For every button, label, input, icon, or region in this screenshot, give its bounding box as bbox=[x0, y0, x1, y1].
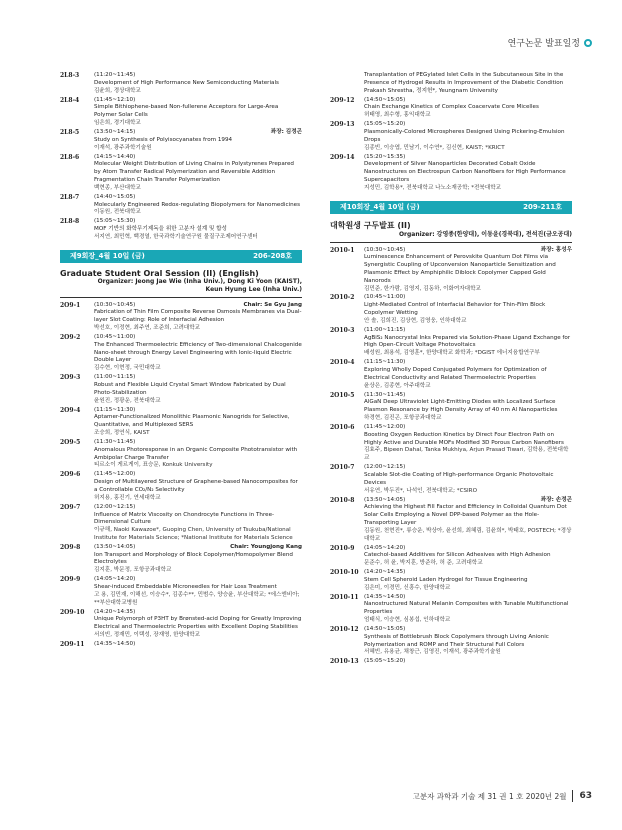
entry-code: 2O10-2 bbox=[330, 294, 355, 302]
entry-authors: Prakash Shrestha, 정지헌*, Yeungnam University bbox=[364, 87, 498, 94]
program-entry bbox=[330, 154, 572, 193]
session-organizer: Organizer: 강영종(한양대), 이동윤(경북대), 전석진(금오공대) bbox=[398, 230, 572, 238]
entry-time: (13:50~14:15) bbox=[94, 128, 136, 135]
entry-authors: 배성원, 최용석, 김영훈*, 한양대학교 화학과; *DGIST 에너지융합연구부 bbox=[364, 350, 540, 357]
entry-time: (11:45~12:00) bbox=[364, 423, 406, 430]
entry-authors: 임은희, 경기대학교 bbox=[94, 119, 141, 126]
entry-title: Aptamer-Functionalized Monolithic Plasmonic Nanogrids for Selective, Quantitative, and Multiplexed SERS bbox=[94, 414, 290, 429]
entry-time: (14:40~15:05) bbox=[94, 193, 136, 200]
entry-authors: 허지용, 홍진기, 연세대학교 bbox=[94, 494, 161, 501]
entry-time: (13:50~14:05) bbox=[364, 496, 406, 503]
left-column bbox=[60, 72, 302, 650]
session-band-9 bbox=[60, 250, 302, 263]
entry-code: 2L8-5 bbox=[60, 128, 80, 136]
entry-title: Development of Silver Nanoparticles Decorated Cobalt Oxide Nanostructures on Electrospun Carbon Nanofibers for High Performance Supercapacitors bbox=[364, 161, 566, 183]
entry-time: (13:50~14:05) bbox=[94, 543, 136, 550]
left-top-entries bbox=[60, 72, 302, 242]
footer-journal: 고분자 과학과 기술 제 31 권 1 호 2020년 2월 bbox=[412, 791, 567, 801]
entry-code: 2O9-4 bbox=[60, 406, 81, 414]
program-entry bbox=[60, 576, 302, 607]
entry-title: Exploring Wholly Doped Conjugated Polymers for Optimization of Electrical Conductivity and Related Thermoelectric Properties bbox=[364, 367, 547, 381]
program-entry bbox=[60, 334, 302, 373]
entry-title: Nanostructured Natural Melanin Composites with Tunable Multifunctional Properties bbox=[364, 601, 569, 616]
band-label: 제10회장_4월 10일 (금) bbox=[340, 202, 420, 211]
entry-time: (11:30~11:45) bbox=[94, 438, 136, 445]
page-footer bbox=[413, 790, 592, 802]
entry-time: (10:45~11:00) bbox=[364, 294, 406, 301]
entry-time: (15:05~15:20) bbox=[364, 658, 406, 665]
footer-divider bbox=[572, 790, 573, 802]
right-column bbox=[330, 72, 572, 667]
entry-authors: 김효주, Bipeen Dahal, Tanka Mukhiya, Arjun Prasad Tiwari, 김학용, 전북대학교 bbox=[364, 447, 569, 462]
session-chair: 좌장: 홍성우 bbox=[540, 246, 572, 253]
entry-authors: 이동원, 전북대학교 bbox=[94, 209, 141, 216]
entry-time: (11:20~11:45) bbox=[94, 72, 136, 78]
session-chair: 좌장: 손정곤 bbox=[540, 496, 572, 503]
program-entry bbox=[60, 609, 302, 640]
entry-time: (14:05~14:20) bbox=[94, 576, 136, 583]
entry-authors: 윤원진, 정광운, 전북대학교 bbox=[94, 397, 161, 404]
entry-time: (14:35~14:50) bbox=[94, 641, 136, 648]
entry-authors: 김윤희, 경상대학교 bbox=[94, 87, 141, 94]
entry-code: 2O9-10 bbox=[60, 608, 85, 616]
entry-code: 2O9-6 bbox=[60, 471, 81, 479]
program-entry bbox=[330, 247, 572, 294]
entry-time: (11:45~12:10) bbox=[94, 96, 136, 103]
entry-code: 2O9-5 bbox=[60, 438, 81, 446]
entry-time: (14:05~14:20) bbox=[364, 544, 406, 551]
entry-title: Catechol-based Additives for Silicon Adhesives with High Adhesion bbox=[364, 552, 551, 559]
entry-authors: 김수현, 이현정, 국민대학교 bbox=[94, 365, 161, 372]
entry-title: Molecularly Engineered Redox-regulating Biopolymers for Nanomedicines bbox=[94, 201, 300, 208]
band-room: 209-211호 bbox=[523, 202, 562, 211]
entry-authors: 김동원, 천현진*, 류승운, 박상아, 윤선희, 최혜림, 김윤희*, 박태호, POSTECH; *경상대학교 bbox=[364, 527, 572, 542]
entry-title: The Enhanced Thermoelectric Efficiency of Two-dimensional Chalcogenide Nano-sheet through Energy Level Engineering with Ionic-liquid Electric Double Layer bbox=[94, 341, 302, 364]
entry-time: (12:00~12:15) bbox=[364, 464, 406, 471]
entry-title: Shear-induced Embeddable Microneedles for Hair Loss Treatment bbox=[94, 584, 277, 591]
entry-authors: 윤상은, 김종현, 아주대학교 bbox=[364, 382, 431, 389]
entry-time: (14:20~14:35) bbox=[94, 608, 136, 615]
entry-code: 2L8-3 bbox=[60, 72, 80, 79]
entry-code: 2O10-6 bbox=[330, 423, 355, 431]
entry-time: (14:20~14:35) bbox=[364, 569, 406, 576]
entry-time: (15:05~15:20) bbox=[364, 121, 406, 128]
entry-code: 2O10-1 bbox=[330, 246, 355, 254]
entry-code: 2O9-11 bbox=[60, 641, 85, 649]
entry-time: (11:45~12:00) bbox=[94, 471, 136, 478]
entry-code: 2O9-1 bbox=[60, 301, 81, 309]
entry-code: 2L8-4 bbox=[60, 96, 80, 104]
program-entry bbox=[60, 72, 302, 95]
entry-title: Unique Polymorph of P3HT by Brønsted-acid Doping for Greatly Improving Electrical and Thermoelectric Properties with Excellent Doping Stabilities bbox=[94, 616, 302, 631]
program-entry bbox=[330, 327, 572, 358]
entry-code: 2L8-8 bbox=[60, 218, 80, 226]
entry-authors: 조승희, 정연식, KAIST bbox=[94, 429, 150, 436]
page-header bbox=[508, 36, 592, 49]
entry-title: Light-Mediated Control of Interfacial Behavior for Thin-Film Block Copolymer Wetting bbox=[364, 302, 546, 317]
entry-authors: 백현종, 부산대학교 bbox=[94, 184, 141, 191]
program-entry bbox=[60, 194, 302, 217]
entry-authors: 김종빈, 이승엽, 민남기, 이수연*, 김신현, KAIST; *KRICT bbox=[364, 144, 505, 151]
entry-code: 2O9-8 bbox=[60, 543, 81, 551]
entry-code: 2L8-6 bbox=[60, 153, 80, 161]
entry-time: (10:30~10:45) bbox=[364, 246, 406, 253]
entry-time: (10:30~10:45) bbox=[94, 301, 136, 308]
program-entry bbox=[60, 97, 302, 128]
entry-authors: 지성민, 김학용*, 전북대학교 나노소재공학; *전북대학교 bbox=[364, 184, 502, 191]
program-entry bbox=[60, 154, 302, 193]
entry-title: Robust and Flexible Liquid Crystal Smart Window Fabricated by Dual Photo-Stabilization bbox=[94, 382, 286, 396]
entry-title: Scalable Slot-die Coating of High-performance Organic Photovoltaic Devices bbox=[364, 471, 554, 486]
entry-time: (14:15~14:40) bbox=[94, 153, 136, 160]
entry-code: 2O9-12 bbox=[330, 96, 355, 104]
program-entry bbox=[330, 424, 572, 463]
right-top-entries bbox=[330, 97, 572, 193]
entry-authors: 이규해, Naoki Kawazoe*, Guoping Chen, University of Tsukuba/National Institute for Materials Science; *National Institute for Materials Science bbox=[94, 527, 293, 541]
program-entry bbox=[60, 218, 302, 241]
entry-authors: 박선호, 이정현, 최주연, 조준희, 고려대학교 bbox=[94, 325, 201, 332]
entry-title: Simple Bithiophene-based Non-fullerene Acceptors for Large-Area Polymer Solar Cells bbox=[94, 104, 279, 119]
entry-title: Anomalous Photoresponse in an Organic Composite Phototransistor with Ambipolar Charge Transfer bbox=[94, 446, 298, 461]
session-chair: Chair: Se Gyu Jang bbox=[243, 301, 302, 308]
entry-code: 2O9-7 bbox=[60, 503, 81, 511]
program-entry bbox=[60, 407, 302, 438]
entry-code: 2L8-7 bbox=[60, 193, 80, 201]
entry-code: 2O9-9 bbox=[60, 576, 81, 584]
entry-title: Achieving the Highest Fill Factor and Efficiency in Colloidal Quantum Dot Solar Cells Employing a Novel DPP-based Polymer as the Hole-Transporting Layer bbox=[364, 504, 567, 526]
entry-code: 2O9-2 bbox=[60, 334, 81, 342]
entry-time: (14:35~14:50) bbox=[364, 593, 406, 600]
program-entry bbox=[60, 504, 302, 543]
entry-code: 2O10-13 bbox=[330, 658, 359, 666]
entry-title: Plasmonically-Colored Microspheres Designed Using Pickering-Emulsion Drops bbox=[364, 128, 565, 143]
entry-authors: 서지연, 최민혁, 백경열, 한국과학기술연구원 물질구조제어연구센터 bbox=[94, 233, 258, 240]
entry-title: Ion Transport and Morphology of Block Copolymer/Homopolymer Blend Electrolytes bbox=[94, 551, 293, 566]
entry-code: 2O10-4 bbox=[330, 359, 355, 367]
entry-authors: 문준수, 허 윤, 박지훈, 방준하, 허 준, 고려대학교 bbox=[364, 560, 483, 567]
entry-code: 2O10-8 bbox=[330, 496, 355, 504]
entry-title: Fabrication of Thin Film Composite Reverse Osmosis Membranes via Dual-layer Slot Coating: Role of Interfacial Adhesion bbox=[94, 309, 302, 324]
entry-code: 2O9-13 bbox=[330, 121, 355, 129]
entry-code: 2O9-3 bbox=[60, 374, 81, 382]
entry-title: AlGaN Deep Ultraviolet Light-Emitting Diodes with Localized Surface Plasmon Resonance by High Density Array of 40 nm Al Nanoparticles bbox=[364, 399, 558, 414]
left-entries bbox=[60, 302, 302, 649]
program-entry bbox=[330, 497, 572, 544]
session-band-10 bbox=[330, 201, 572, 214]
entry-time: (11:00~11:15) bbox=[364, 326, 406, 333]
entry-authors: 김은미, 이경민, 신흥수, 한양대학교 bbox=[364, 584, 451, 591]
entry-title: Development of High Performance New Semiconducting Materials bbox=[94, 79, 279, 86]
entry-code: 2O10-3 bbox=[330, 326, 355, 334]
entry-authors: 안 솔, 김희진, 김상현, 김영웅, 인하대학교 bbox=[364, 317, 467, 324]
session-organizer-cont: Keun Hyung Lee (Inha Univ.) bbox=[205, 285, 302, 293]
entry-title: Stem Cell Spheroid Laden Hydrogel for Tissue Engineering bbox=[364, 576, 528, 583]
entry-title: Influence of Matrix Viscosity on Chondrocyte Functions in Three-Dimensional Culture bbox=[94, 511, 275, 526]
entry-authors: 하경현, 김진곤, 포항공과대학교 bbox=[364, 415, 442, 421]
program-entry bbox=[330, 294, 572, 325]
entry-time: (11:00~11:15) bbox=[94, 374, 136, 381]
program-entry bbox=[330, 569, 572, 592]
entry-code: 2O10-5 bbox=[330, 391, 355, 399]
entry-code: 2O10-11 bbox=[330, 593, 359, 601]
entry-title: Molecular Weight Distribution of Living Chains in Polystyrenes Prepared by Atom Transfer Radical Polymerization and Reversible Addition Fragmentation Chain Transfer Polymerization bbox=[94, 161, 294, 183]
program-entry bbox=[330, 626, 572, 657]
entry-authors: 김지훈, 박문정, 포항공과대학교 bbox=[94, 567, 172, 574]
entry-title: Luminescence Enhancement of Perovskite Quantum Dot Films via Synergistic Coupling of Upconversion Nanoparticle Sensitization and Plasmonic Effect by Amphiphilic Diblock Copolymer Capped Gold Nanorods bbox=[364, 254, 556, 284]
band-label: 제9회장_4월 10일 (금) bbox=[70, 251, 145, 260]
entry-title: Design of Multilayered Structure of Graphene-based Nanocomposites for a Controllable CO₂/N₂ Selectivity bbox=[94, 479, 298, 493]
entry-authors: 이재석, 광주과학기술원 bbox=[94, 144, 152, 151]
entry-title: Study on Synthesis of Polyisocyanates from 1994 bbox=[94, 136, 233, 143]
entry-title: Transplantation of PEGylated Islet Cells in the Subcutaneous Site in the Presence of Hydrogel Results in Improvement of the Diabetic Condition bbox=[364, 72, 564, 86]
program-entry bbox=[60, 471, 302, 502]
entry-code: 2O10-9 bbox=[330, 544, 355, 552]
entry-time: (14:50~15:05) bbox=[364, 96, 406, 103]
program-entry bbox=[330, 359, 572, 390]
entry-authors: 서혜빈, 유용균, 채창근, 김영진, 이재석, 광주과학기술원 bbox=[364, 649, 501, 656]
program-entry bbox=[60, 641, 302, 649]
entry-code: 2O10-12 bbox=[330, 626, 359, 634]
entry-authors: 티르소이 게르게이, 표승문, Konkuk University bbox=[94, 462, 213, 469]
entry-time: (11:15~11:30) bbox=[364, 359, 406, 366]
entry-code: 2O10-10 bbox=[330, 569, 359, 577]
program-entry bbox=[60, 129, 302, 152]
entry-code: 2O10-7 bbox=[330, 464, 355, 472]
program-entry bbox=[330, 464, 572, 495]
entry-title: AgBiS₂ Nanocrystal Inks Prepared via Solution-Phase Ligand Exchange for High Open-Circuit Voltage Photovoltaics bbox=[364, 334, 571, 349]
continued-entry bbox=[330, 72, 572, 95]
program-entry bbox=[60, 544, 302, 575]
program-entry bbox=[60, 302, 302, 333]
band-room: 206-208호 bbox=[253, 251, 292, 260]
session-chair: 좌장: 김정곤 bbox=[270, 128, 302, 135]
entry-code: 2O9-14 bbox=[330, 153, 355, 161]
entry-authors: 고 용, 김민재, 이해선, 이승수*, 김종수**, 민범수, 양승윤, 부산대학교; *에스엔비아; **부산대학교병원 bbox=[94, 591, 300, 606]
divider bbox=[60, 297, 302, 298]
session-organizer: Organizer: Jeong Jae Wie (Inha Univ.), Dong Ki Yoon (KAIST), bbox=[97, 277, 302, 285]
entry-authors: 서유연, 박두진*, 나석인, 전북대학교; *CSIRO bbox=[364, 487, 477, 494]
session-title: Graduate Student Oral Session (II) (English) bbox=[60, 268, 259, 278]
program-entry bbox=[330, 594, 572, 625]
divider bbox=[330, 242, 572, 243]
entry-title: Chain Exchange Kinetics of Complex Coacervate Core Micelles bbox=[364, 104, 539, 111]
entry-title: Synthesis of Bottlebrush Block Copolymers through Living Anionic Polymerization and ROMP and Their Structural Full Colors bbox=[364, 633, 549, 648]
session-title: 대학원생 구두발표 (II) bbox=[330, 220, 411, 230]
program-entry bbox=[60, 374, 302, 405]
program-entry bbox=[330, 392, 572, 423]
entry-time: (10:45~11:00) bbox=[94, 334, 136, 341]
session-chair: Chair: Youngjong Kang bbox=[230, 543, 302, 550]
program-entry bbox=[330, 97, 572, 120]
header-title: 연구논문 발표일정 bbox=[507, 39, 580, 49]
right-entries bbox=[330, 247, 572, 667]
circle-icon bbox=[584, 39, 592, 47]
entry-time: (12:00~12:15) bbox=[94, 503, 136, 510]
program-entry bbox=[330, 658, 572, 666]
entry-title: MOF 기반의 화학무기제독을 위한 고분자 설계 및 합성 bbox=[94, 226, 227, 233]
page-number: 63 bbox=[579, 791, 592, 801]
entry-authors: 서의빈, 정재민, 이택성, 장재영, 한양대학교 bbox=[94, 632, 201, 639]
entry-title: Boosting Oxygen Reduction Kinetics by Direct Four Electron Path on Highly Active and Durable MOFs Modified 3D Porous Carbon Nanofibers bbox=[364, 431, 564, 446]
entry-time: (11:30~11:45) bbox=[364, 391, 406, 398]
program-entry bbox=[60, 439, 302, 470]
program-entry bbox=[330, 545, 572, 568]
entry-time: (14:50~15:05) bbox=[364, 626, 406, 633]
entry-time: (15:05~15:30) bbox=[94, 218, 136, 225]
entry-authors: 김민준, 한가람, 김영지, 김동하, 이화여자대학교 bbox=[364, 285, 481, 292]
entry-time: (15:20~15:35) bbox=[364, 153, 406, 160]
program-entry bbox=[330, 121, 572, 152]
entry-time: (11:15~11:30) bbox=[94, 406, 136, 413]
entry-authors: 엄태식, 이승현, 심봉섭, 인하대학교 bbox=[364, 617, 451, 624]
entry-authors: 허태영, 최수형, 홍익대학교 bbox=[364, 112, 431, 119]
